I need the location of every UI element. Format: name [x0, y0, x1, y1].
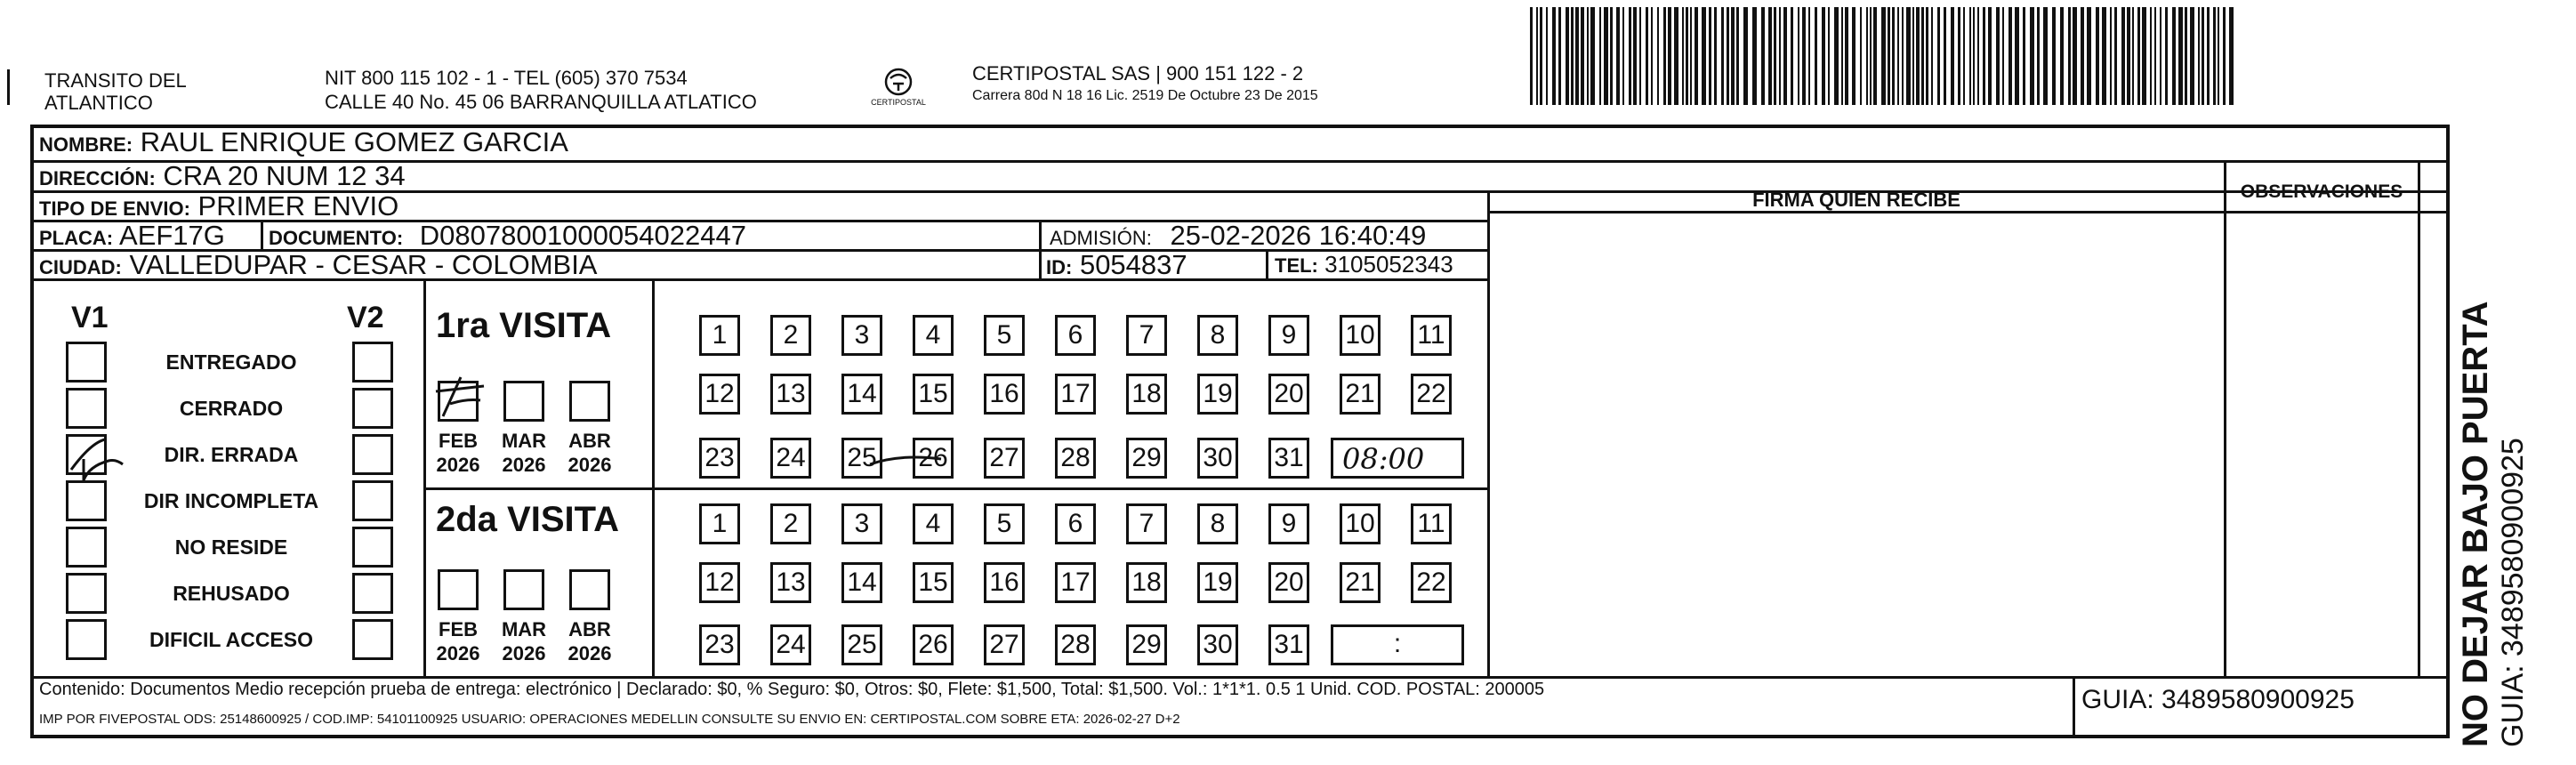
visit2-day-box[interactable]: 28 [1055, 624, 1096, 665]
visit2-time-field[interactable]: : [1331, 624, 1464, 665]
v1-checkbox[interactable] [66, 342, 107, 382]
v1-checkbox[interactable] [66, 527, 107, 568]
visit1-day-box[interactable]: 6 [1055, 315, 1096, 356]
barcode-bar [2114, 7, 2117, 105]
barcode-bar [2172, 7, 2176, 105]
v1-check-mark [64, 434, 126, 484]
barcode-bar [1892, 7, 1895, 105]
barcode-bar [2154, 7, 2156, 105]
v2-label: V2 [347, 301, 384, 334]
barcode-bar [2202, 7, 2204, 105]
barcode-bar [1802, 7, 1806, 105]
visit2-day-box[interactable]: 25 [841, 624, 882, 665]
tel-field: TEL: 3105052343 [1275, 251, 1453, 278]
visit2-day-box[interactable]: 31 [1268, 624, 1309, 665]
barcode-bar [1983, 7, 1985, 105]
barcode-bar [1639, 7, 1641, 105]
courier-info: CERTIPOSTAL SAS | 900 151 122 - 2 Carrera 80d N 18 16 Lic. 2519 De Octubre 23 De 2015 [972, 62, 1318, 103]
visit2-day-box[interactable]: 19 [1197, 562, 1238, 603]
barcode-bar [1906, 7, 1911, 105]
barcode-bar [1590, 7, 1595, 105]
visit2-day-box[interactable]: 5 [984, 503, 1025, 544]
month-label: ABR 2026 [568, 430, 612, 476]
v2-checkbox[interactable] [352, 388, 393, 429]
visit1-day-box[interactable]: 12 [699, 374, 740, 415]
barcode-bar [1808, 7, 1810, 105]
barcode-bar [1969, 7, 1971, 105]
visit2-day-box[interactable]: 15 [913, 562, 954, 603]
tipo-envio-row: TIPO DE ENVIO: PRIMER ENVIO [39, 190, 399, 221]
barcode-bar [1996, 7, 2000, 105]
visit1-day-box[interactable]: 26 [913, 438, 954, 479]
visit1-day-box[interactable]: 22 [1411, 374, 1452, 415]
visit2-month-checkbox[interactable] [569, 569, 610, 610]
documento-field: DOCUMENTO: D08078001000054022447 [269, 220, 746, 251]
month-label: FEB 2026 [436, 618, 480, 664]
barcode-bar [2150, 7, 2152, 105]
barcode-bar [2023, 7, 2025, 105]
visit1-title: 1ra VISITA [436, 306, 612, 345]
visit1-day-box[interactable]: 8 [1197, 315, 1238, 356]
visit1-day-box[interactable]: 1 [699, 315, 740, 356]
visit1-day-box[interactable]: 2 [770, 315, 811, 356]
visit1-day-box[interactable]: 28 [1055, 438, 1096, 479]
barcode-bar [1686, 7, 1688, 105]
barcode-bar [1845, 7, 1848, 105]
status-label: DIR. ERRADA [164, 443, 299, 466]
v1-checkbox[interactable] [66, 619, 107, 660]
tipo-envio-value: PRIMER ENVIO [197, 190, 399, 221]
v1-checkbox[interactable] [66, 480, 107, 521]
barcode-bar [2008, 7, 2012, 105]
barcode-bar [1870, 7, 1872, 105]
visit1-day-box[interactable]: 20 [1268, 374, 1309, 415]
barcode-bar [2229, 7, 2234, 105]
barcode-bar [2132, 7, 2134, 105]
visit1-day-box[interactable]: 14 [841, 374, 882, 415]
month-label: FEB 2026 [436, 430, 480, 476]
id-value: 5054837 [1079, 249, 1187, 280]
visit1-day-box[interactable]: 31 [1268, 438, 1309, 479]
barcode-bar [2081, 7, 2084, 105]
barcode-bar [1674, 7, 1678, 105]
barcode-bar [1973, 7, 1975, 105]
visit2-day-box[interactable]: 22 [1411, 562, 1452, 603]
visit2-day-box[interactable]: 17 [1055, 562, 1096, 603]
visit1-day-box[interactable]: 5 [984, 315, 1025, 356]
barcode-bar [1937, 7, 1940, 105]
barcode-bar [2073, 7, 2077, 105]
month-label: ABR 2026 [568, 618, 612, 664]
visit1-day-box[interactable]: 13 [770, 374, 811, 415]
barcode-bar [2178, 7, 2183, 105]
issuer-contact: NIT 800 115 102 - 1 - TEL (605) 370 7534 CALLE 40 No. 45 06 BARRANQUILLA ATLATICO [325, 67, 757, 113]
day-26-mark [865, 438, 945, 482]
status-label: ENTREGADO [165, 350, 297, 374]
barcode-bar [1682, 7, 1684, 105]
direccion-value: CRA 20 NUM 12 34 [163, 160, 406, 191]
visit2-day-box[interactable]: 2 [770, 503, 811, 544]
ciudad-value: VALLEDUPAR - CESAR - COLOMBIA [129, 249, 598, 280]
visit2-day-box[interactable]: 23 [699, 624, 740, 665]
status-label: DIFICIL ACCESO [149, 628, 313, 651]
barcode-bar [1897, 7, 1899, 105]
barcode-bar [1951, 7, 1954, 105]
visit1-day-box[interactable]: 15 [913, 374, 954, 415]
barcode-bar [1888, 7, 1890, 105]
barcode-bar [1558, 7, 1561, 105]
visit1-day-box[interactable]: 10 [1340, 315, 1381, 356]
edge-mark [7, 69, 10, 105]
barcode-bar [1587, 7, 1589, 105]
barcode-bar [2052, 7, 2056, 105]
certipostal-logo: CERTIPOSTAL [854, 66, 943, 110]
barcode-bar [1852, 7, 1856, 105]
visit2-day-box[interactable]: 3 [841, 503, 882, 544]
visit1-day-box[interactable]: 4 [913, 315, 954, 356]
barcode-bar [1779, 7, 1781, 105]
barcode-bar [1571, 7, 1574, 105]
visit1-day-box[interactable]: 3 [841, 315, 882, 356]
visit2-day-box[interactable]: 1 [699, 503, 740, 544]
barcode-bar [1599, 7, 1601, 105]
visit1-day-box[interactable]: 27 [984, 438, 1025, 479]
barcode-bar [1822, 7, 1825, 105]
visit2-day-box[interactable]: 14 [841, 562, 882, 603]
visit2-day-box[interactable]: 13 [770, 562, 811, 603]
status-label: DIR INCOMPLETA [143, 489, 319, 512]
id-field: ID: 5054837 [1046, 249, 1187, 280]
admision-value: 25-02-2026 16:40:49 [1170, 220, 1427, 251]
barcode-bar [1530, 7, 1533, 105]
nombre-row: NOMBRE: RAUL ENRIQUE GOMEZ GARCIA [39, 126, 568, 157]
v1-label: V1 [71, 301, 109, 334]
barcode-bar [1815, 7, 1817, 105]
visit1-day-box[interactable]: 24 [770, 438, 811, 479]
barcode-bar [2102, 7, 2106, 105]
barcode-bar [1931, 7, 1933, 105]
barcode-bar [1731, 7, 1735, 105]
barcode-bar [1610, 7, 1613, 105]
barcode-bar [2218, 7, 2219, 105]
v2-checkbox[interactable] [352, 573, 393, 614]
v2-checkbox[interactable] [352, 480, 393, 521]
visit1-day-box[interactable]: 16 [984, 374, 1025, 415]
v2-checkbox[interactable] [352, 619, 393, 660]
barcode-bar [2185, 7, 2187, 105]
nombre-value: RAUL ENRIQUE GOMEZ GARCIA [140, 126, 568, 157]
barcode-bar [1902, 7, 1904, 105]
barcode-bar [1912, 7, 1914, 105]
barcode-bar [2127, 7, 2130, 105]
barcode-bar [2002, 7, 2004, 105]
tel-value: 3105052343 [1324, 251, 1453, 278]
visit1-day-box[interactable]: 25 [841, 438, 882, 479]
barcode-bar [2137, 7, 2140, 105]
visit2-day-box[interactable]: 8 [1197, 503, 1238, 544]
barcode-bar [1622, 7, 1624, 105]
signature-area[interactable] [1491, 213, 2222, 674]
barcode-bar [2096, 7, 2099, 105]
barcode-bar [1963, 7, 1965, 105]
visit2-day-box[interactable]: 26 [913, 624, 954, 665]
barcode-bar [1828, 7, 1830, 105]
visit1-day-box[interactable]: 11 [1411, 315, 1452, 356]
placa-field: PLACA: AEF17G [39, 220, 225, 251]
visit2-day-box[interactable]: 16 [984, 562, 1025, 603]
barcode-bar [1695, 7, 1698, 105]
visit2-day-box[interactable]: 10 [1340, 503, 1381, 544]
observaciones-area[interactable] [2226, 213, 2417, 674]
barcode-bar [2190, 7, 2194, 105]
barcode [1530, 7, 2242, 105]
barcode-bar [1834, 7, 1839, 105]
barcode-bar [1916, 7, 1920, 105]
visit2-day-box[interactable]: 18 [1126, 562, 1167, 603]
visit2-day-box[interactable]: 29 [1126, 624, 1167, 665]
barcode-bar [1657, 7, 1659, 105]
barcode-bar [1866, 7, 1868, 105]
visit1-month-checkbox[interactable] [503, 381, 544, 422]
barcode-bar [2037, 7, 2040, 105]
barcode-bar [2043, 7, 2048, 105]
month-label: MAR 2026 [501, 618, 547, 664]
side-guia: GUIA: 3489580900925 [2496, 438, 2530, 747]
barcode-bar [1709, 7, 1711, 105]
barcode-bar [1604, 7, 1608, 105]
barcode-bar [1633, 7, 1637, 105]
visit2-day-box[interactable]: 12 [699, 562, 740, 603]
barcode-bar [2087, 7, 2091, 105]
imp-line: IMP POR FIVEPOSTAL ODS: 25148600925 / COD.IMP: 54101100925 USUARIO: OPERACIONES MEDELLIN CONSULTE SU ENVIO EN: CERTIPOSTAL.COM SOBRE ETA: 2026-02-27 D+2 [39, 712, 1180, 727]
visit1-day-box[interactable]: 19 [1197, 374, 1238, 415]
barcode-bar [1651, 7, 1653, 105]
barcode-bar [2060, 7, 2064, 105]
visit2-day-box[interactable]: 21 [1340, 562, 1381, 603]
visit2-day-box[interactable]: 24 [770, 624, 811, 665]
barcode-bar [1988, 7, 1992, 105]
visit1-day-box[interactable]: 23 [699, 438, 740, 479]
visit2-day-box[interactable]: 27 [984, 624, 1025, 665]
visit1-day-box[interactable]: 9 [1268, 315, 1309, 356]
barcode-bar [2207, 7, 2210, 105]
v1-checkbox[interactable] [66, 388, 107, 429]
barcode-bar [1926, 7, 1928, 105]
barcode-bar [1546, 7, 1548, 105]
visit2-day-box[interactable]: 20 [1268, 562, 1309, 603]
barcode-bar [1798, 7, 1799, 105]
barcode-bar [1921, 7, 1924, 105]
feb-check-mark [431, 372, 493, 425]
barcode-bar [1743, 7, 1748, 105]
barcode-bar [1552, 7, 1556, 105]
barcode-bar [1752, 7, 1757, 105]
barcode-bar [1860, 7, 1862, 105]
guia-footer: GUIA: 3489580900925 [2081, 685, 2355, 714]
observaciones-header: OBSERVACIONES [2240, 181, 2403, 202]
barcode-bar [1873, 7, 1877, 105]
barcode-bar [1540, 7, 1542, 105]
barcode-bar [1721, 7, 1724, 105]
visit2-title: 2da VISITA [436, 500, 619, 539]
issuer: TRANSITO DEL ATLANTICO [44, 69, 187, 114]
barcode-bar [2121, 7, 2125, 105]
barcode-bar [1977, 7, 1979, 105]
barcode-bar [1690, 7, 1692, 105]
barcode-bar [1944, 7, 1946, 105]
barcode-bar [1714, 7, 1717, 105]
barcode-bar [1768, 7, 1772, 105]
month-label: MAR 2026 [501, 430, 547, 476]
visit2-month-checkbox[interactable] [438, 569, 479, 610]
visit1-time-field[interactable]: 08:00 [1331, 438, 1464, 479]
barcode-bar [2213, 7, 2216, 105]
status-label: REHUSADO [173, 582, 290, 605]
visit2-day-box[interactable]: 7 [1126, 503, 1167, 544]
visit1-day-box[interactable]: 18 [1126, 374, 1167, 415]
visit2-day-box[interactable]: 30 [1197, 624, 1238, 665]
visit2-day-box[interactable]: 4 [913, 503, 954, 544]
v2-checkbox[interactable] [352, 342, 393, 382]
barcode-bar [1663, 7, 1666, 105]
barcode-bar [1702, 7, 1706, 105]
barcode-bar [1791, 7, 1793, 105]
barcode-bar [2142, 7, 2146, 105]
v2-checkbox[interactable] [352, 527, 393, 568]
barcode-bar [1629, 7, 1631, 105]
barcode-bar [1736, 7, 1739, 105]
barcode-bar [2223, 7, 2226, 105]
admision-field: ADMISIÓN: 25-02-2026 16:40:49 [1050, 220, 1427, 251]
barcode-bar [1881, 7, 1886, 105]
visit1-day-box[interactable]: 7 [1126, 315, 1167, 356]
visit2-day-box[interactable]: 11 [1411, 503, 1452, 544]
barcode-bar [1774, 7, 1776, 105]
visit1-month-checkbox[interactable] [569, 381, 610, 422]
visit2-day-box[interactable]: 6 [1055, 503, 1096, 544]
direccion-row: DIRECCIÓN: CRA 20 NUM 12 34 [39, 160, 406, 191]
barcode-bar [2110, 7, 2112, 105]
barcode-bar [2165, 7, 2168, 105]
barcode-bar [1566, 7, 1569, 105]
v1-checkbox[interactable] [66, 573, 107, 614]
barcode-bar [2198, 7, 2200, 105]
barcode-bar [1841, 7, 1843, 105]
side-text [2455, 107, 2530, 747]
contenido-line: Contenido: Documentos Medio recepción prueba de entrega: electrónico | Declarado: $0, % Seguro: $0, Otros: $0, Flete: $1,500, Total: $1,500. Vol.: 1*1*1. 0.5 1 Unid. COD. POSTAL: 200005 [39, 680, 1545, 699]
barcode-bar [2030, 7, 2034, 105]
side-warning: NO DEJAR BAJO PUERTA [2456, 301, 2495, 747]
status-label: NO RESIDE [174, 536, 288, 559]
visit1-day-box[interactable]: 17 [1055, 374, 1096, 415]
visit2-day-box[interactable]: 9 [1268, 503, 1309, 544]
barcode-bar [1668, 7, 1671, 105]
visit1-day-box[interactable]: 29 [1126, 438, 1167, 479]
documento-value: D08078001000054022447 [419, 220, 746, 251]
barcode-bar [1783, 7, 1787, 105]
barcode-bar [2068, 7, 2071, 105]
barcode-bar [1616, 7, 1620, 105]
barcode-bar [1958, 7, 1960, 105]
barcode-bar [2160, 7, 2161, 105]
barcode-bar [1536, 7, 1538, 105]
firma-header: FIRMA QUIEN RECIBE [1752, 189, 1960, 211]
placa-value: AEF17G [119, 220, 225, 251]
barcode-bar [1646, 7, 1648, 105]
barcode-bar [1761, 7, 1765, 105]
barcode-bar [1575, 7, 1579, 105]
visit1-day-box[interactable]: 21 [1340, 374, 1381, 415]
status-label: CERRADO [179, 397, 284, 420]
visit1-day-box[interactable]: 30 [1197, 438, 1238, 479]
barcode-bar [1581, 7, 1584, 105]
barcode-bar [2015, 7, 2019, 105]
v2-checkbox[interactable] [352, 434, 393, 475]
visit2-month-checkbox[interactable] [503, 569, 544, 610]
barcode-bar [1727, 7, 1729, 105]
ciudad-row: CIUDAD: VALLEDUPAR - CESAR - COLOMBIA [39, 249, 598, 280]
